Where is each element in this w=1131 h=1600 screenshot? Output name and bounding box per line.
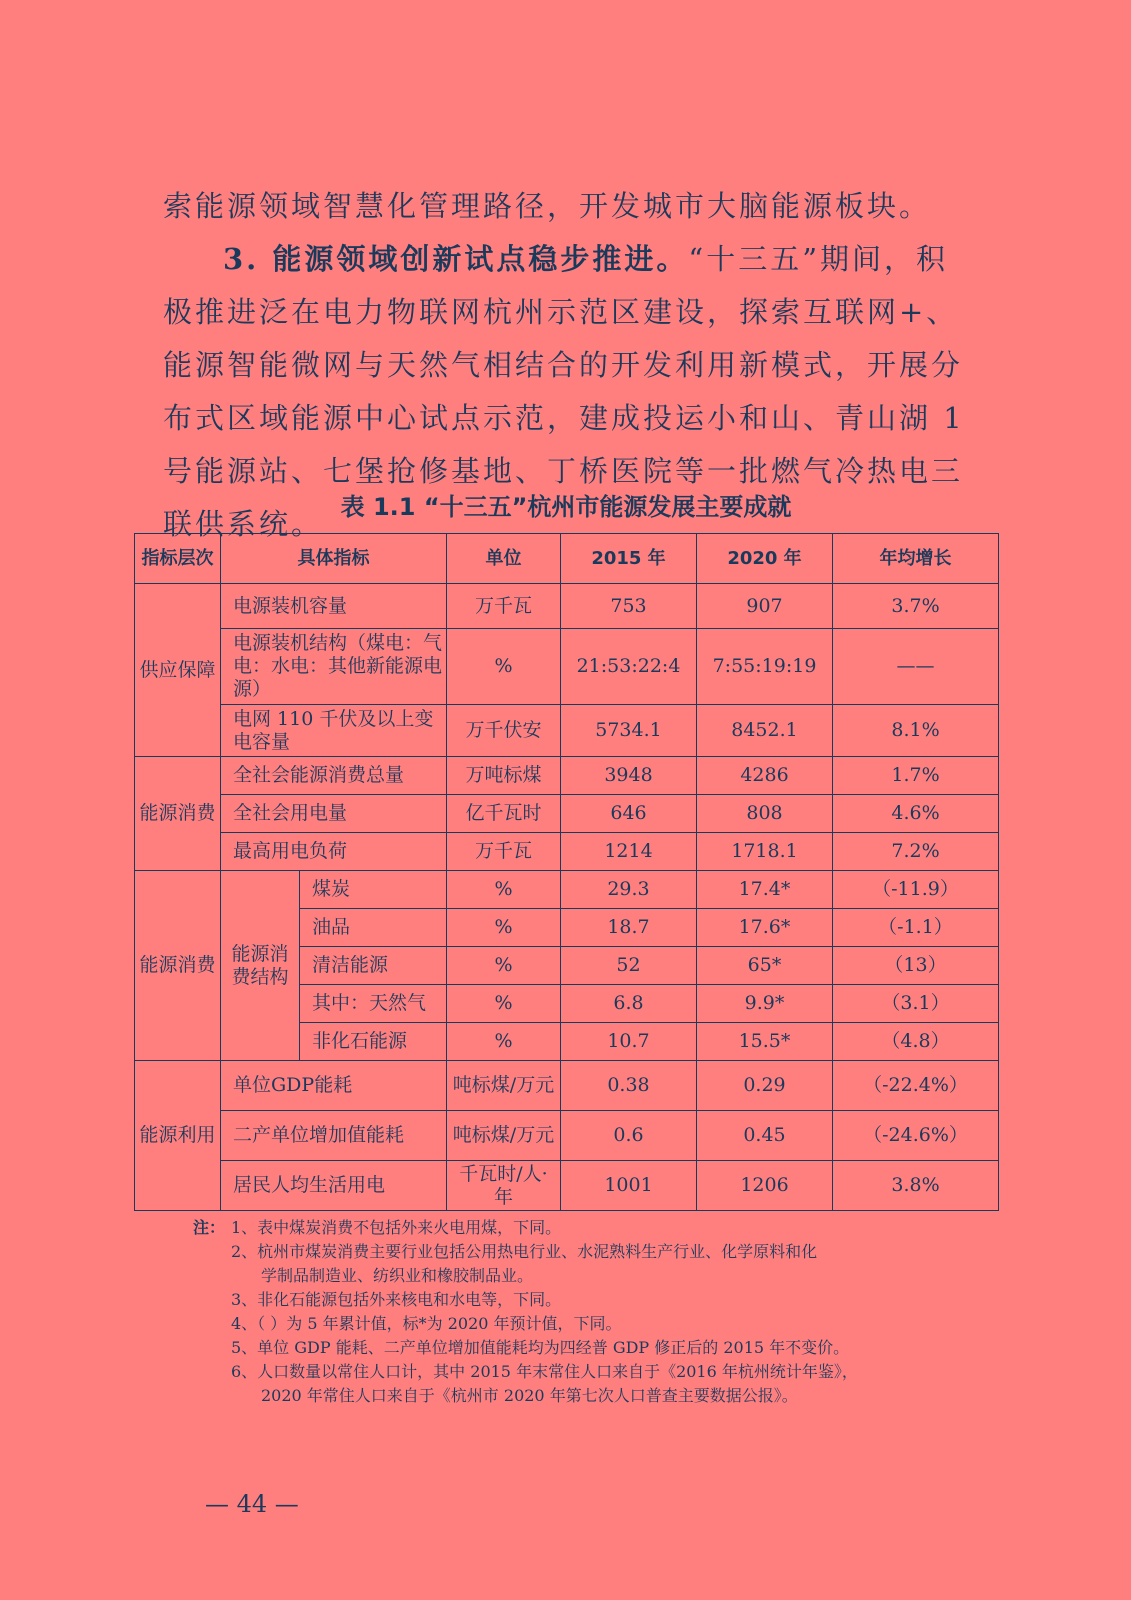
notes-label: 注： — [193, 1218, 226, 1237]
row-name: 电网 110 千伏及以上变电容量 — [221, 705, 447, 757]
group-supply: 供应保障 — [135, 584, 221, 757]
row-name: 全社会用电量 — [221, 795, 447, 833]
row-2015: 6.8 — [561, 985, 697, 1023]
header-2015: 2015 年 — [561, 534, 697, 584]
row-name: 油品 — [300, 909, 447, 947]
row-growth: 3.7% — [833, 584, 999, 629]
row-2020: 1718.1 — [697, 833, 833, 871]
row-2020: 1206 — [697, 1161, 833, 1211]
row-growth: （-1.1） — [833, 909, 999, 947]
row-unit: 万千伏安 — [447, 705, 561, 757]
group-consumption: 能源消费 — [135, 757, 221, 871]
table-row — [135, 833, 999, 871]
row-name: 居民人均生活用电 — [221, 1161, 447, 1211]
row-2015: 0.6 — [561, 1111, 697, 1161]
table-row — [135, 584, 999, 629]
row-name: 二产单位增加值能耗 — [221, 1111, 447, 1161]
row-2015: 753 — [561, 584, 697, 629]
row-2020: 15.5* — [697, 1023, 833, 1061]
row-name: 单位GDP能耗 — [221, 1061, 447, 1111]
header-unit: 单位 — [447, 534, 561, 584]
row-2020: 8452.1 — [697, 705, 833, 757]
row-2020: 17.6* — [697, 909, 833, 947]
note-item — [193, 1360, 983, 1384]
row-2015: 10.7 — [561, 1023, 697, 1061]
table-row — [135, 1161, 999, 1211]
row-unit: 吨标煤/万元 — [447, 1111, 561, 1161]
note-text: 4、（ ）为 5 年累计值，标*为 2020 年预计值，下同。 — [231, 1314, 622, 1333]
row-name: 最高用电负荷 — [221, 833, 447, 871]
row-2015: 1001 — [561, 1161, 697, 1211]
row-growth: （3.1） — [833, 985, 999, 1023]
row-name: 非化石能源 — [300, 1023, 447, 1061]
row-unit: 千瓦时/人·年 — [447, 1161, 561, 1211]
row-unit: % — [447, 947, 561, 985]
row-growth: 7.2% — [833, 833, 999, 871]
note-text: 2020 年常住人口来自于《杭州市 2020 年第七次人口普查主要数据公报》。 — [261, 1386, 798, 1405]
row-2020: 65* — [697, 947, 833, 985]
paragraph-heading: 3. 能源领域创新试点稳步推进。 — [223, 242, 689, 276]
note-text: 1、表中煤炭消费不包括外来火电用煤，下同。 — [231, 1218, 562, 1237]
note-item — [193, 1288, 983, 1312]
row-name: 电源装机容量 — [221, 584, 447, 629]
row-growth: （4.8） — [833, 1023, 999, 1061]
row-2015: 646 — [561, 795, 697, 833]
row-2020: 0.45 — [697, 1111, 833, 1161]
row-2015: 29.3 — [561, 871, 697, 909]
group-structure-outer: 能源消费 — [135, 871, 221, 1061]
row-unit: % — [447, 1023, 561, 1061]
header-indicator: 具体指标 — [221, 534, 447, 584]
row-2015: 1214 — [561, 833, 697, 871]
row-growth: 3.8% — [833, 1161, 999, 1211]
header-2020: 2020 年 — [697, 534, 833, 584]
row-unit: 亿千瓦时 — [447, 795, 561, 833]
row-2020: 9.9* — [697, 985, 833, 1023]
row-unit: 吨标煤/万元 — [447, 1061, 561, 1111]
table-header-row — [135, 534, 999, 584]
note-text: 学制品制造业、纺织业和橡胶制品业。 — [261, 1266, 534, 1285]
page-number: — 44 — — [205, 1490, 299, 1518]
row-growth: —— — [833, 629, 999, 705]
row-growth: （-24.6%） — [833, 1111, 999, 1161]
row-2020: 4286 — [697, 757, 833, 795]
row-2020: 7:55:19:19 — [697, 629, 833, 705]
row-2015: 0.38 — [561, 1061, 697, 1111]
row-growth: 1.7% — [833, 757, 999, 795]
row-unit: 万吨标煤 — [447, 757, 561, 795]
row-name: 电源装机结构（煤电：气电：水电：其他新能源电源） — [221, 629, 447, 705]
row-2015: 52 — [561, 947, 697, 985]
header-level: 指标层次 — [135, 534, 221, 584]
row-unit: % — [447, 985, 561, 1023]
table-notes — [193, 1216, 983, 1408]
row-2015: 5734.1 — [561, 705, 697, 757]
row-growth: 4.6% — [833, 795, 999, 833]
row-name: 全社会能源消费总量 — [221, 757, 447, 795]
row-growth: （13） — [833, 947, 999, 985]
note-item — [193, 1240, 983, 1264]
note-text: 2、杭州市煤炭消费主要行业包括公用热电行业、水泥熟料生产行业、化学原料和化 — [231, 1242, 818, 1261]
table-row — [135, 871, 999, 909]
row-name: 清洁能源 — [300, 947, 447, 985]
group-utilization: 能源利用 — [135, 1061, 221, 1211]
row-name: 煤炭 — [300, 871, 447, 909]
header-growth: 年均增长 — [833, 534, 999, 584]
row-growth: 8.1% — [833, 705, 999, 757]
row-unit: % — [447, 629, 561, 705]
note-text: 3、非化石能源包括外来核电和水电等，下同。 — [231, 1290, 562, 1309]
row-2015: 18.7 — [561, 909, 697, 947]
table-row — [135, 705, 999, 757]
row-2020: 907 — [697, 584, 833, 629]
paragraph-continuation: 索能源领域智慧化管理路径，开发城市大脑能源板块。 — [163, 189, 932, 223]
note-item — [193, 1312, 983, 1336]
row-2020: 17.4* — [697, 871, 833, 909]
table-row — [135, 795, 999, 833]
row-name: 其中：天然气 — [300, 985, 447, 1023]
row-unit: % — [447, 871, 561, 909]
note-item — [193, 1336, 983, 1360]
row-unit: 万千瓦 — [447, 833, 561, 871]
group-structure-inner: 能源消费结构 — [221, 871, 300, 1061]
table-row — [135, 1061, 999, 1111]
table-row — [135, 629, 999, 705]
note-text: 6、人口数量以常住人口计，其中 2015 年末常住人口来自于《2016 年杭州统计年鉴》， — [231, 1362, 858, 1381]
row-unit: 万千瓦 — [447, 584, 561, 629]
note-text: 5、单位 GDP 能耗、二产单位增加值能耗均为四经普 GDP 修正后的 2015 年不变价。 — [231, 1338, 850, 1357]
row-2015: 21:53:22:4 — [561, 629, 697, 705]
row-unit: % — [447, 909, 561, 947]
table-row — [135, 1111, 999, 1161]
row-growth: （-11.9） — [833, 871, 999, 909]
row-2015: 3948 — [561, 757, 697, 795]
note-item — [193, 1216, 983, 1240]
achievements-table — [134, 533, 999, 1211]
row-growth: （-22.4%） — [833, 1061, 999, 1111]
table-title: 表 1.1 “十三五”杭州市能源发展主要成就 — [340, 493, 792, 521]
paragraph-text: “十三五”期间，积极推进泛在电力物联网杭州示范区建设，探索互联网+、能源智能微网与天然气相结合的开发利用新模式，开展分布式区域能源中心试点示范，建成投运小和山、青山湖 1 号能源站、七堡抢修基地、丁桥医院等一批燃气冷热电三联供系统。 — [163, 242, 965, 541]
row-2020: 808 — [697, 795, 833, 833]
row-2020: 0.29 — [697, 1061, 833, 1111]
table-row — [135, 757, 999, 795]
